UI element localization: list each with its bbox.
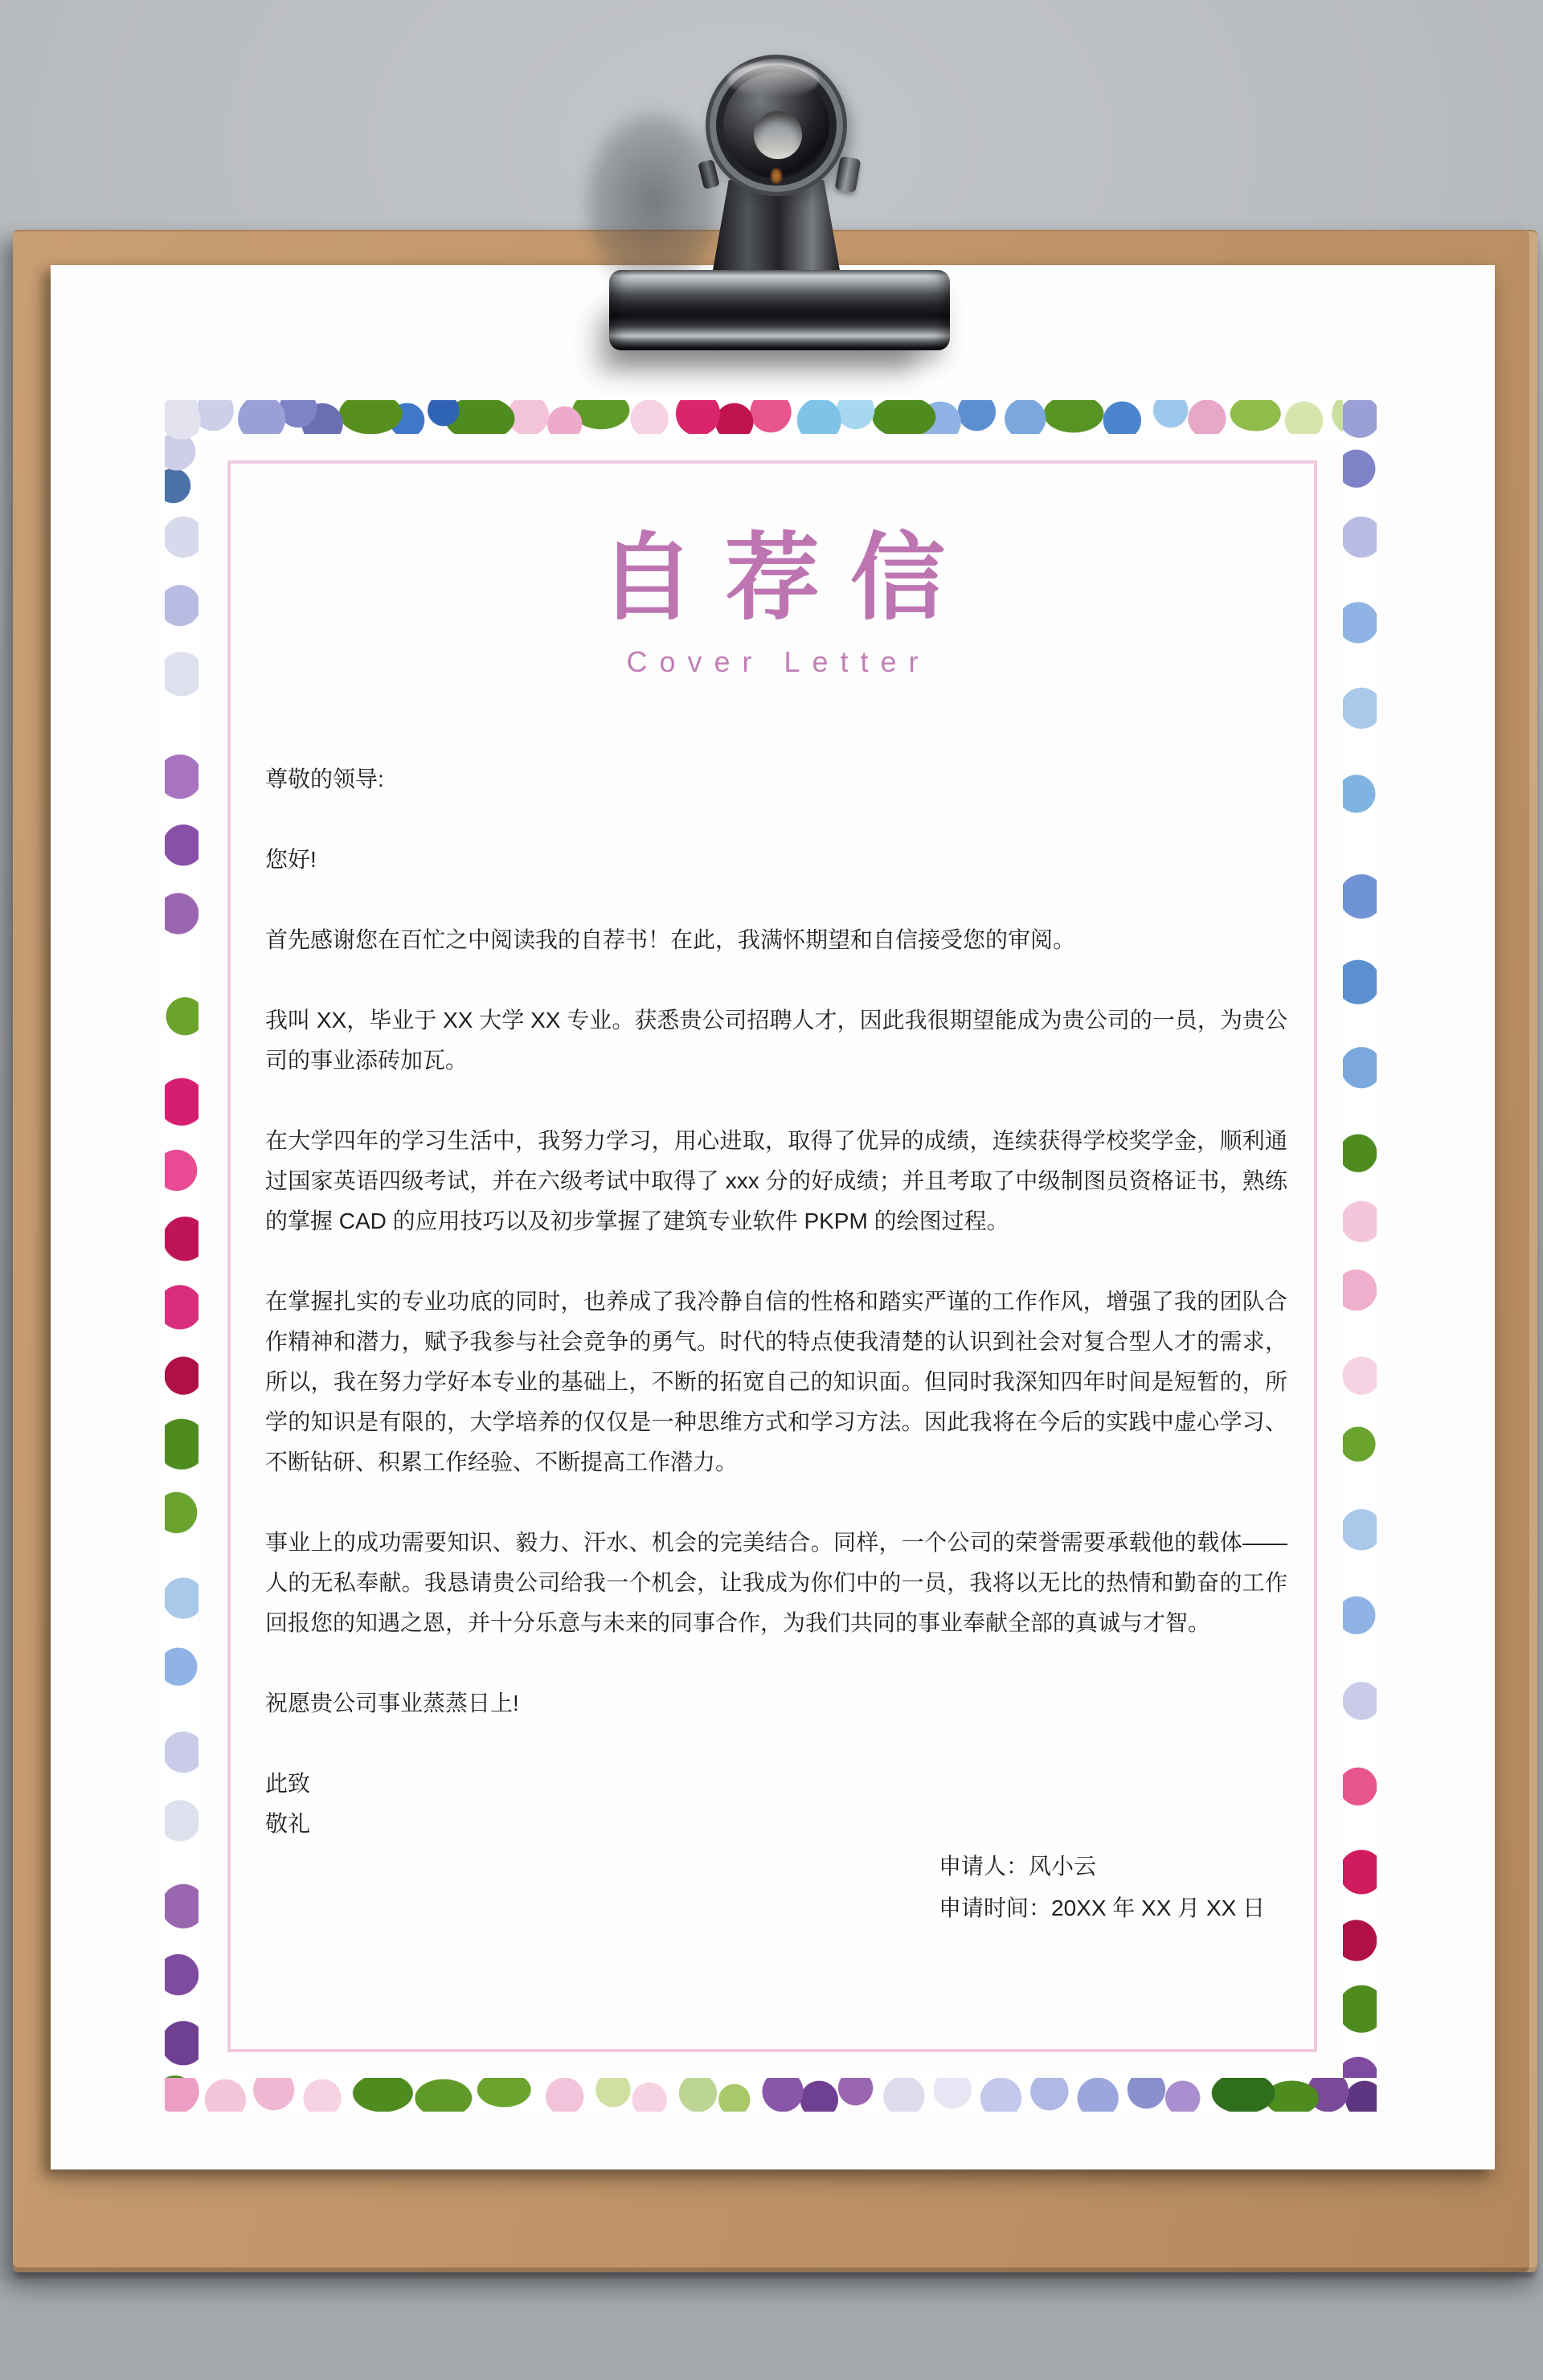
paragraph: 在大学四年的学习生活中，我努力学习，用心进取，取得了优异的成绩，连续获得学校奖学金，顺利通过国家英语四级考试，并在六级考试中取得了 xxx 分的好成绩；并且考取了中级制图员资格证书，熟练的掌握 CAD 的应用技巧以及初步掌握了建筑专业软件 PKPM 的绘图过程。 xyxy=(265,1128,1287,1233)
applicant-line: 申请人：风小云 xyxy=(939,1854,1097,1879)
closing-block xyxy=(265,1764,1287,1844)
paragraph: 在掌握扎实的专业功底的同时，也养成了我冷静自信的性格和踏实严谨的工作作风，增强了我的团队合作精神和潜力，赋予我参与社会竞争的勇气。时代的特点使我清楚的认识到社会对复合型人才的需求，所以，我在努力学好本专业的基础上，不断的拓宽自己的知识面。但同时我深知四年时间是短暂的，所学的知识是有限的，大学培养的仅仅是一种思维方式和学习方法。因此我将在今后的实践中虚心学习、不断钻研、积累工作经验、不断提高工作潜力。 xyxy=(265,1289,1287,1474)
letter-body xyxy=(265,759,1287,1929)
paragraph: 我叫 XX，毕业于 XX 大学 XX 专业。获悉贵公司招聘人才，因此我很期望能成为贵公司的一员，为贵公司的事业添砖加瓦。 xyxy=(265,1008,1287,1073)
floral-border-left xyxy=(165,400,199,2112)
letter-title: 自荐信 xyxy=(599,521,976,633)
signature-block xyxy=(939,1846,1287,1929)
closing-jingli: 敬礼 xyxy=(265,1811,311,1836)
letter-subtitle: Cover Letter xyxy=(626,645,931,678)
letter-paper xyxy=(51,265,1495,2169)
paragraph: 首先感谢您在百忙之中阅读我的自荐书！在此，我满怀期望和自信接受您的审阅。 xyxy=(265,927,1076,952)
paragraph: 事业上的成功需要知识、毅力、汗水、机会的完美结合。同样，一个公司的荣誉需要承载他的载体——人的无私奉献。我恳请贵公司给我一个机会，让我成为你们中的一员，我将以无比的热情和勤奋的工作回报您的知遇之恩，并十分乐意与未来的同事合作，为我们共同的事业奉献全部的真诚与才智。 xyxy=(265,1530,1287,1635)
greeting: 您好! xyxy=(265,847,317,872)
floral-border-right xyxy=(1343,400,1377,2112)
closing-cizhi: 此致 xyxy=(265,1771,311,1796)
salutation: 尊敬的领导: xyxy=(265,767,384,791)
floral-border-top xyxy=(165,400,1377,434)
wish-line: 祝愿贵公司事业蒸蒸日上! xyxy=(265,1691,519,1715)
date-line: 申请时间：20XX 年 XX 月 XX 日 xyxy=(939,1895,1266,1920)
floral-border-bottom xyxy=(165,2078,1377,2112)
